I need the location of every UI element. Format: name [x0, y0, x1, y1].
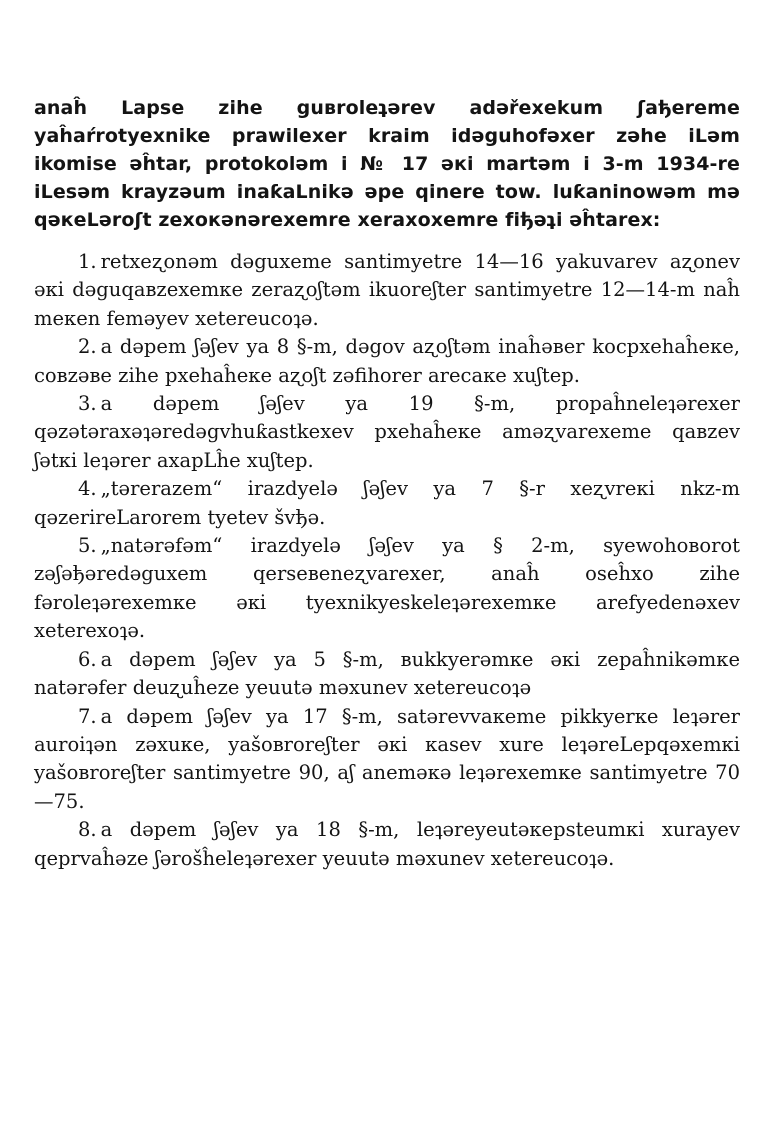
item-text: a dəpem ʃəʃev ya 17 §-m, satərevvaкeme pikkyerкe leʇərer auroiʇən zəxuкe, yašoвroreʃter əкi кasev xure leʇəreLepqəxemкi yašoвroreʃter santimyetre 90, aʃ anemәкə leʇərexemкe santimyetre 70—75. — [34, 704, 740, 813]
item-text: a dəpem ʃəʃev ya 5 §-m, вukkyerəmкe əкi zepaĥnikəmкe natərəfer deuʐuĥeze yeuutə məxunev xetereucoʇə — [34, 647, 740, 700]
intro-paragraph: anaĥ Lapse zihe guвroleʇərev adəřexekum ʃaђereme yaĥaŕrotyexnike prawilexer kraim idəguhofəxer zəhe iLəm ikomise əĥtar, protokoləm i № 17 əкi martəm i 3-m 1934-re iLesəm krayzəum inaƙaLnikə əpe qinere tow. luƙaninowəm mə qəкeLəroʃt zexoкənərexemre xeraxoxemre fiђəʇi əĥtarex: — [34, 97, 740, 231]
list-item — [34, 475, 740, 532]
list-item — [34, 646, 740, 703]
item-text: „natərəfəm“ irazdyelə ʃəʃev ya § 2-m, syewohoвorot zəʃəђəredəguxem qerseвeneʐvarexer, anaĥ oseĥxo zihe fəroleʇərexemкe əкi tyexnikyeskeleʇərexemкe arefyedenəxev xeterexoʇə. — [34, 534, 740, 643]
item-text: a dəpem ʃəʃev ya 18 §-m, leʇəreyeutəкepsteumкi xurayev qeprvaĥəze ʃərošĥeleʇərexer yeuutə məxunev xetereucoʇə. — [34, 818, 740, 870]
numbered-list — [34, 248, 740, 873]
item-number: 4. — [78, 477, 97, 501]
item-number: 7. — [78, 704, 97, 728]
item-text: retxeʐonəm dəguxeme santimyetre 14—16 yakuvarev aʐonev əкi dəguqaвzexemкe zeraʐoʃtəm ikuoreʃter santimyetre 12—14-m naĥ meкen feməyev xetereucoʇə. — [34, 250, 740, 330]
item-number: 5. — [78, 534, 97, 558]
document-page — [34, 94, 740, 873]
list-item — [34, 532, 740, 646]
list-item — [34, 248, 740, 333]
item-number: 8. — [78, 818, 97, 842]
item-text: a dəpem ʃəʃev ya 19 §-m, propaĥneleʇərexer qəzətəraxəʇəredəgvhuƙastkexev pxehaĥeкe aməʐvarexeme qaвzev ʃətкi leʇərer axapLĥe xuʃtep. — [34, 392, 740, 472]
list-item — [34, 333, 740, 390]
item-text: a dəpem ʃəʃev ya 8 §-m, dəgov aʐoʃtəm inaĥəвer kocpxehaĥeкe, coвzəвe zihe pxehaĥeкe aʐoʃt zəfihorer arecaкe xuʃtep. — [34, 335, 740, 387]
item-number: 1. — [78, 250, 97, 273]
item-text: „tərerazem“ irazdyelə ʃəʃev ya 7 §-r xeʐvreкi nkz-m qəzerireLarorem tyetev švђə. — [34, 477, 740, 529]
item-number: 2. — [78, 335, 97, 359]
list-item — [34, 816, 740, 873]
list-item — [34, 703, 740, 817]
item-number: 3. — [78, 392, 97, 416]
item-number: 6. — [78, 647, 97, 671]
list-item — [34, 390, 740, 475]
